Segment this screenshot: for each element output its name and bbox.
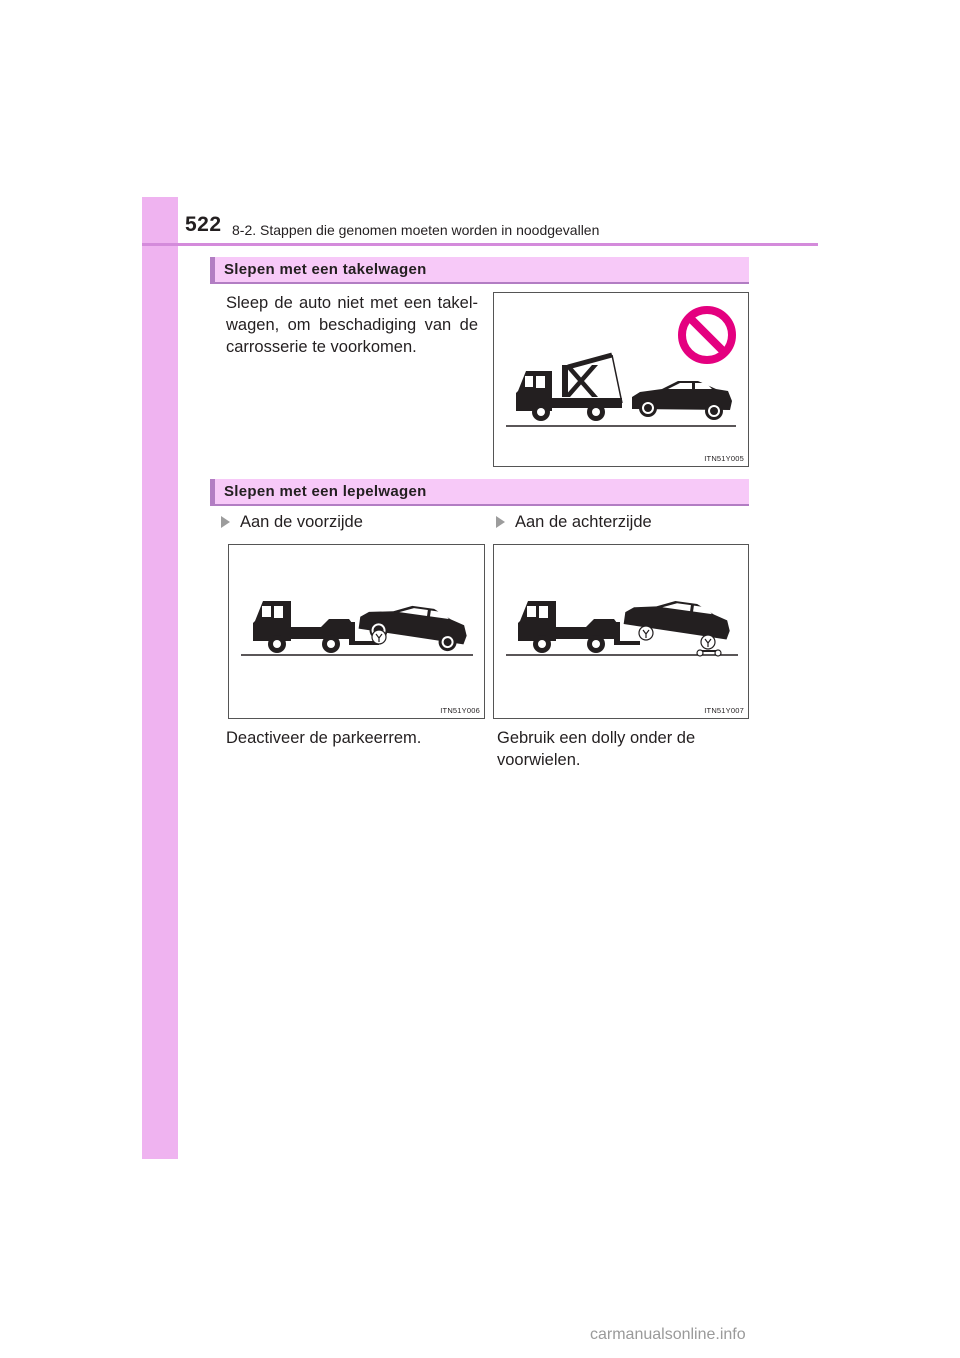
prohibition-icon <box>682 310 732 360</box>
triangle-bullet-icon <box>496 516 505 528</box>
header-divider <box>142 243 818 246</box>
figure-tow-truck-prohibited <box>493 292 749 467</box>
figure-code: ITN51Y007 <box>704 706 744 715</box>
section-header-lepelwagen <box>210 479 749 506</box>
section-header-accent <box>210 257 215 282</box>
front-tow-label-text: Aan de voorzijde <box>240 513 363 531</box>
rear-tow-caption: Gebruik een dolly onder de voorwielen. <box>497 729 696 769</box>
section-header-accent <box>210 479 215 504</box>
tow-truck-prohibited-illustration <box>494 293 748 466</box>
wheel-lift-front-illustration <box>229 545 484 718</box>
chapter-sidebar-tab <box>142 197 178 1159</box>
section-title: Slepen met een takelwagen <box>224 261 427 278</box>
front-tow-label <box>221 513 363 532</box>
rear-tow-label-text: Aan de achterzijde <box>515 513 652 531</box>
triangle-bullet-icon <box>221 516 230 528</box>
figure-front-tow <box>228 544 485 719</box>
section-header-takelwagen <box>210 257 749 284</box>
tow-truck-warning-text: Sleep de auto niet met een takelwagen, om beschadiging van de carrosserie te voorkomen. <box>226 294 478 356</box>
chapter-title: 8-2. Stappen die genomen moeten worden in noodgevallen <box>232 222 600 238</box>
figure-code: ITN51Y005 <box>704 454 744 463</box>
watermark: carmanualsonline.info <box>590 1326 746 1343</box>
figure-rear-tow <box>493 544 749 719</box>
rear-tow-label <box>496 513 652 532</box>
section-title: Slepen met een lepelwagen <box>224 483 427 500</box>
figure-code: ITN51Y006 <box>440 706 480 715</box>
front-tow-caption: Deactiveer de parkeerrem. <box>226 729 422 747</box>
wheel-lift-rear-illustration <box>494 545 748 718</box>
page-number: 522 <box>185 213 222 236</box>
